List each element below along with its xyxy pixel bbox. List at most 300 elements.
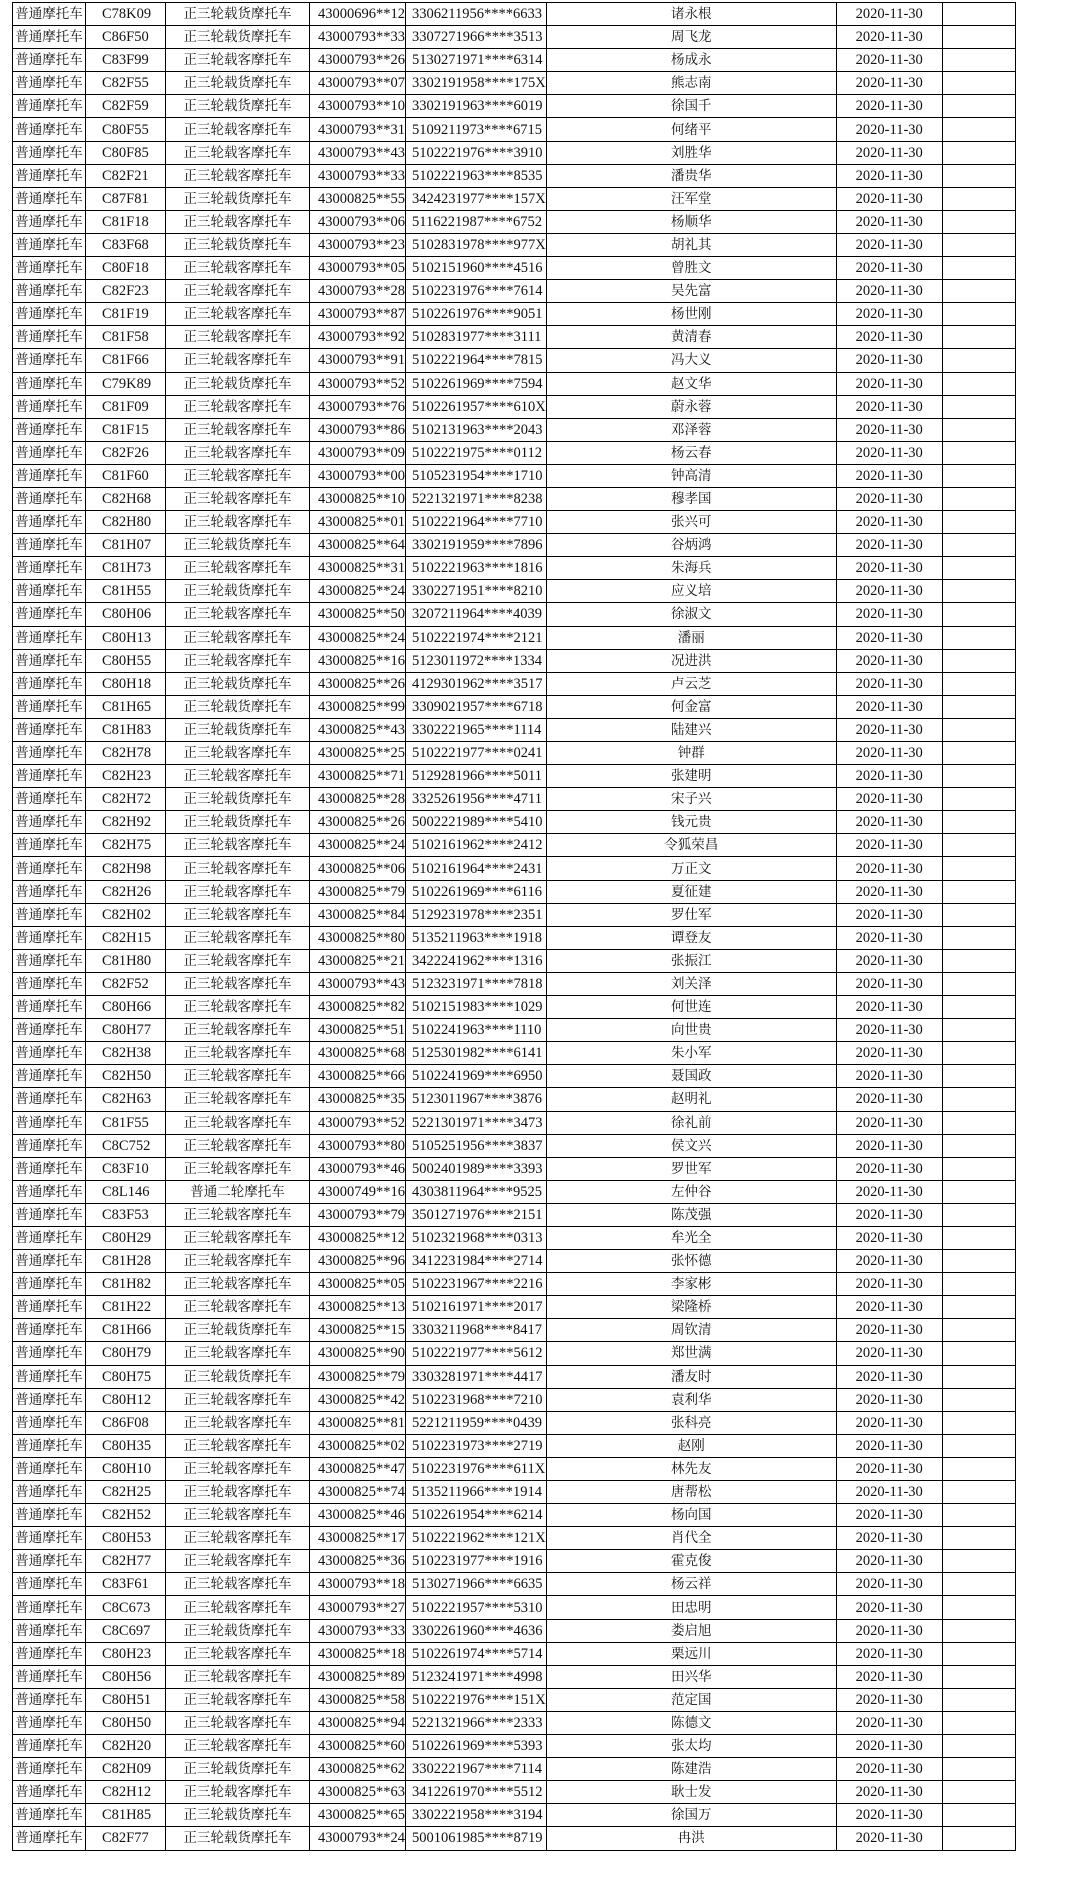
empty-cell [942,695,1015,718]
owner-name-cell: 田兴华 [546,1665,836,1688]
date-cell: 2020-11-30 [836,1781,942,1804]
vehicle-type-cell: 普通摩托车 [13,372,86,395]
vehicle-model-cell: 正三轮载客摩托车 [166,1042,310,1065]
vehicle-model-cell: 正三轮载客摩托车 [166,972,310,995]
table-row [13,395,1016,418]
vehicle-model-cell: 正三轮载客摩托车 [166,487,310,510]
table-row [13,603,1016,626]
owner-name-cell: 邓泽蓉 [546,418,836,441]
plate-code-cell: C8L146 [86,1180,166,1203]
empty-cell [942,557,1015,580]
id-number-cell: 5102221964****7710 [406,511,547,534]
owner-name-cell: 牟光全 [546,1226,836,1249]
table-row [13,926,1016,949]
plate-code-cell: C80H06 [86,603,166,626]
date-cell: 2020-11-30 [836,1042,942,1065]
date-cell: 2020-11-30 [836,372,942,395]
owner-name-cell: 田忠明 [546,1596,836,1619]
owner-name-cell: 汪军堂 [546,187,836,210]
plate-code-cell: C82H20 [86,1735,166,1758]
table-row [13,949,1016,972]
empty-cell [942,672,1015,695]
empty-cell [942,3,1015,26]
plate-code-cell: C80H10 [86,1457,166,1480]
date-cell: 2020-11-30 [836,903,942,926]
vehicle-type-cell: 普通摩托车 [13,1457,86,1480]
date-cell: 2020-11-30 [836,811,942,834]
vehicle-type-cell: 普通摩托车 [13,1642,86,1665]
owner-name-cell: 熊志南 [546,72,836,95]
plate-code-cell: C82H25 [86,1481,166,1504]
date-cell: 2020-11-30 [836,1481,942,1504]
date-cell: 2020-11-30 [836,1735,942,1758]
vehicle-type-cell: 普通摩托车 [13,326,86,349]
vehicle-model-cell: 正三轮载客摩托车 [166,1573,310,1596]
plate-code-cell: C82H68 [86,487,166,510]
date-cell: 2020-11-30 [836,1688,942,1711]
vehicle-model-cell: 正三轮载客摩托车 [166,511,310,534]
owner-name-cell: 曾胜文 [546,257,836,280]
id-number-cell: 5102831977****3111 [406,326,547,349]
license-number-cell: 43000825**17 [310,1527,406,1550]
empty-cell [942,1596,1015,1619]
id-number-cell: 5135211966****1914 [406,1481,547,1504]
vehicle-type-cell: 普通摩托车 [13,1111,86,1134]
table-row [13,118,1016,141]
empty-cell [942,1296,1015,1319]
id-number-cell: 5125301982****6141 [406,1042,547,1065]
license-number-cell: 43000825**31 [310,557,406,580]
table-row [13,1596,1016,1619]
date-cell: 2020-11-30 [836,626,942,649]
owner-name-cell: 谷炳鸿 [546,534,836,557]
vehicle-model-cell: 正三轮载客摩托车 [166,326,310,349]
date-cell: 2020-11-30 [836,649,942,672]
owner-name-cell: 徐国万 [546,1804,836,1827]
vehicle-type-cell: 普通摩托车 [13,164,86,187]
vehicle-model-cell: 正三轮载客摩托车 [166,996,310,1019]
vehicle-type-cell: 普通摩托车 [13,49,86,72]
owner-name-cell: 陈茂强 [546,1203,836,1226]
empty-cell [942,1342,1015,1365]
table-row [13,1665,1016,1688]
date-cell: 2020-11-30 [836,72,942,95]
vehicle-model-cell: 正三轮载客摩托车 [166,765,310,788]
vehicle-type-cell: 普通摩托车 [13,257,86,280]
license-number-cell: 43000825**50 [310,603,406,626]
plate-code-cell: C81H80 [86,949,166,972]
id-number-cell: 3325261956****4711 [406,788,547,811]
empty-cell [942,1088,1015,1111]
license-number-cell: 43000825**24 [310,580,406,603]
plate-code-cell: C81H83 [86,718,166,741]
empty-cell [942,1203,1015,1226]
date-cell: 2020-11-30 [836,1573,942,1596]
date-cell: 2020-11-30 [836,511,942,534]
owner-name-cell: 胡礼其 [546,233,836,256]
id-number-cell: 5102221974****2121 [406,626,547,649]
id-number-cell: 4129301962****3517 [406,672,547,695]
owner-name-cell: 潘贵华 [546,164,836,187]
license-number-cell: 43000825**74 [310,1481,406,1504]
vehicle-type-cell: 普通摩托车 [13,1527,86,1550]
vehicle-type-cell: 普通摩托车 [13,1573,86,1596]
id-number-cell: 3412261970****5512 [406,1781,547,1804]
license-number-cell: 43000825**62 [310,1758,406,1781]
id-number-cell: 5102261974****5714 [406,1642,547,1665]
owner-name-cell: 娄启旭 [546,1619,836,1642]
empty-cell [942,580,1015,603]
vehicle-model-cell: 正三轮载客摩托车 [166,626,310,649]
owner-name-cell: 张太均 [546,1735,836,1758]
vehicle-model-cell: 正三轮载客摩托车 [166,1596,310,1619]
owner-name-cell: 郑世满 [546,1342,836,1365]
vehicle-type-cell: 普通摩托车 [13,742,86,765]
vehicle-model-cell: 正三轮载货摩托车 [166,233,310,256]
owner-name-cell: 刘胜华 [546,141,836,164]
empty-cell [942,257,1015,280]
license-number-cell: 43000825**63 [310,1781,406,1804]
owner-name-cell: 钟群 [546,742,836,765]
license-number-cell: 43000825**58 [310,1688,406,1711]
plate-code-cell: C79K89 [86,372,166,395]
table-row [13,511,1016,534]
table-row [13,1273,1016,1296]
vehicle-model-cell: 正三轮载客摩托车 [166,649,310,672]
empty-cell [942,1388,1015,1411]
owner-name-cell: 李家彬 [546,1273,836,1296]
date-cell: 2020-11-30 [836,118,942,141]
plate-code-cell: C80H12 [86,1388,166,1411]
vehicle-model-cell: 正三轮载客摩托车 [166,1550,310,1573]
table-row [13,487,1016,510]
id-number-cell: 5102231967****2216 [406,1273,547,1296]
empty-cell [942,1134,1015,1157]
table-row [13,49,1016,72]
id-number-cell: 5130271966****6635 [406,1573,547,1596]
date-cell: 2020-11-30 [836,1504,942,1527]
table-row [13,233,1016,256]
id-number-cell: 3303211968****8417 [406,1319,547,1342]
license-number-cell: 43000793**87 [310,303,406,326]
license-number-cell: 43000825**79 [310,1365,406,1388]
plate-code-cell: C81F18 [86,210,166,233]
date-cell: 2020-11-30 [836,857,942,880]
license-number-cell: 43000825**55 [310,187,406,210]
vehicle-type-cell: 普通摩托车 [13,233,86,256]
empty-cell [942,95,1015,118]
license-number-cell: 43000793**28 [310,280,406,303]
owner-name-cell: 张兴可 [546,511,836,534]
plate-code-cell: C82F52 [86,972,166,995]
vehicle-model-cell: 正三轮载客摩托车 [166,880,310,903]
vehicle-model-cell: 正三轮载客摩托车 [166,164,310,187]
owner-name-cell: 杨顺华 [546,210,836,233]
date-cell: 2020-11-30 [836,972,942,995]
table-row [13,1758,1016,1781]
owner-name-cell: 张振江 [546,949,836,972]
id-number-cell: 5102261957****610X [406,395,547,418]
empty-cell [942,788,1015,811]
plate-code-cell: C82F55 [86,72,166,95]
vehicle-model-cell: 正三轮载客摩托车 [166,395,310,418]
vehicle-type-cell: 普通摩托车 [13,1065,86,1088]
table-row [13,580,1016,603]
empty-cell [942,303,1015,326]
vehicle-type-cell: 普通摩托车 [13,534,86,557]
empty-cell [942,1504,1015,1527]
id-number-cell: 5102221964****7815 [406,349,547,372]
vehicle-type-cell: 普通摩托车 [13,395,86,418]
vehicle-model-cell: 正三轮载客摩托车 [166,903,310,926]
id-number-cell: 3412231984****2714 [406,1250,547,1273]
empty-cell [942,26,1015,49]
empty-cell [942,210,1015,233]
id-number-cell: 3422241962****1316 [406,949,547,972]
vehicle-model-cell: 正三轮载客摩托车 [166,1226,310,1249]
date-cell: 2020-11-30 [836,3,942,26]
id-number-cell: 3424231977****157X [406,187,547,210]
date-cell: 2020-11-30 [836,418,942,441]
license-number-cell: 43000825**94 [310,1711,406,1734]
vehicle-model-cell: 正三轮载客摩托车 [166,1134,310,1157]
date-cell: 2020-11-30 [836,1019,942,1042]
table-row [13,834,1016,857]
owner-name-cell: 万正文 [546,857,836,880]
vehicle-model-cell: 正三轮载客摩托车 [166,1411,310,1434]
date-cell: 2020-11-30 [836,1411,942,1434]
id-number-cell: 3302261960****4636 [406,1619,547,1642]
owner-name-cell: 赵明礼 [546,1088,836,1111]
owner-name-cell: 杨世刚 [546,303,836,326]
license-number-cell: 43000825**35 [310,1088,406,1111]
plate-code-cell: C82H80 [86,511,166,534]
empty-cell [942,1527,1015,1550]
id-number-cell: 5135211963****1918 [406,926,547,949]
owner-name-cell: 周飞龙 [546,26,836,49]
plate-code-cell: C82H52 [86,1504,166,1527]
empty-cell [942,511,1015,534]
empty-cell [942,233,1015,256]
owner-name-cell: 何世连 [546,996,836,1019]
vehicle-type-cell: 普通摩托车 [13,857,86,880]
vehicle-type-cell: 普通摩托车 [13,118,86,141]
id-number-cell: 5002221989****5410 [406,811,547,834]
vehicle-model-cell: 正三轮载客摩托车 [166,118,310,141]
id-number-cell: 5102231973****2719 [406,1434,547,1457]
plate-code-cell: C80H77 [86,1019,166,1042]
vehicle-type-cell: 普通摩托车 [13,210,86,233]
id-number-cell: 5102221963****8535 [406,164,547,187]
vehicle-type-cell: 普通摩托车 [13,603,86,626]
date-cell: 2020-11-30 [836,557,942,580]
table-row [13,303,1016,326]
id-number-cell: 5123011967****3876 [406,1088,547,1111]
owner-name-cell: 应义培 [546,580,836,603]
owner-name-cell: 罗世军 [546,1157,836,1180]
table-row [13,1203,1016,1226]
vehicle-type-cell: 普通摩托车 [13,1596,86,1619]
date-cell: 2020-11-30 [836,880,942,903]
license-number-cell: 43000825**84 [310,903,406,926]
plate-code-cell: C82H26 [86,880,166,903]
vehicle-model-cell: 正三轮载客摩托车 [166,1642,310,1665]
date-cell: 2020-11-30 [836,996,942,1019]
license-number-cell: 43000825**26 [310,672,406,695]
id-number-cell: 5129231978****2351 [406,903,547,926]
plate-code-cell: C81F60 [86,464,166,487]
plate-code-cell: C86F50 [86,26,166,49]
plate-code-cell: C82F59 [86,95,166,118]
vehicle-type-cell: 普通摩托车 [13,1711,86,1734]
vehicle-type-cell: 普通摩托车 [13,1226,86,1249]
license-number-cell: 43000825**02 [310,1434,406,1457]
table-row [13,1134,1016,1157]
vehicle-type-cell: 普通摩托车 [13,72,86,95]
owner-name-cell: 徐淑文 [546,603,836,626]
vehicle-model-cell: 正三轮载客摩托车 [166,1481,310,1504]
empty-cell [942,1273,1015,1296]
empty-cell [942,972,1015,995]
vehicle-type-cell: 普通摩托车 [13,141,86,164]
vehicle-type-cell: 普通摩托车 [13,511,86,534]
plate-code-cell: C80F85 [86,141,166,164]
owner-name-cell: 谭登友 [546,926,836,949]
license-number-cell: 43000825**36 [310,1550,406,1573]
date-cell: 2020-11-30 [836,326,942,349]
table-row [13,141,1016,164]
date-cell: 2020-11-30 [836,1827,942,1850]
id-number-cell: 5123011972****1334 [406,649,547,672]
id-number-cell: 5102161971****2017 [406,1296,547,1319]
owner-name-cell: 侯文兴 [546,1134,836,1157]
table-row [13,1319,1016,1342]
empty-cell [942,141,1015,164]
plate-code-cell: C86F08 [86,1411,166,1434]
plate-code-cell: C82F23 [86,280,166,303]
plate-code-cell: C83F99 [86,49,166,72]
date-cell: 2020-11-30 [836,187,942,210]
owner-name-cell: 栗远川 [546,1642,836,1665]
vehicle-model-cell: 正三轮载货摩托车 [166,788,310,811]
date-cell: 2020-11-30 [836,1319,942,1342]
empty-cell [942,395,1015,418]
id-number-cell: 3302191958****175X [406,72,547,95]
table-row [13,557,1016,580]
table-body [13,3,1016,1851]
table-row [13,95,1016,118]
license-number-cell: 43000825**60 [310,1735,406,1758]
plate-code-cell: C8C673 [86,1596,166,1619]
id-number-cell: 5102831978****977X [406,233,547,256]
id-number-cell: 5102221957****5310 [406,1596,547,1619]
vehicle-model-cell: 正三轮载客摩托车 [166,949,310,972]
empty-cell [942,418,1015,441]
table-row [13,1342,1016,1365]
table-row [13,1250,1016,1273]
date-cell: 2020-11-30 [836,1296,942,1319]
empty-cell [942,811,1015,834]
date-cell: 2020-11-30 [836,695,942,718]
vehicle-type-cell: 普通摩托车 [13,1273,86,1296]
table-row [13,1573,1016,1596]
table-row [13,164,1016,187]
date-cell: 2020-11-30 [836,765,942,788]
plate-code-cell: C82H75 [86,834,166,857]
date-cell: 2020-11-30 [836,718,942,741]
owner-name-cell: 冉洪 [546,1827,836,1850]
license-number-cell: 43000793**86 [310,418,406,441]
table-row [13,903,1016,926]
owner-name-cell: 潘友时 [546,1365,836,1388]
empty-cell [942,1319,1015,1342]
license-number-cell: 43000825**25 [310,742,406,765]
id-number-cell: 5102241963****1110 [406,1019,547,1042]
vehicle-model-cell: 正三轮载客摩托车 [166,1434,310,1457]
owner-name-cell: 左仲谷 [546,1180,836,1203]
vehicle-model-cell: 正三轮载客摩托车 [166,1688,310,1711]
table-row [13,534,1016,557]
license-number-cell: 43000825**68 [310,1042,406,1065]
owner-name-cell: 穆孝国 [546,487,836,510]
date-cell: 2020-11-30 [836,834,942,857]
table-row [13,1088,1016,1111]
vehicle-type-cell: 普通摩托车 [13,1735,86,1758]
vehicle-type-cell: 普通摩托车 [13,649,86,672]
id-number-cell: 5123241971****4998 [406,1665,547,1688]
id-number-cell: 3207211964****4039 [406,603,547,626]
empty-cell [942,72,1015,95]
date-cell: 2020-11-30 [836,1434,942,1457]
license-number-cell: 43000793**79 [310,1203,406,1226]
vehicle-type-cell: 普通摩托车 [13,1203,86,1226]
empty-cell [942,626,1015,649]
table-row [13,672,1016,695]
license-number-cell: 43000825**26 [310,811,406,834]
empty-cell [942,1250,1015,1273]
plate-code-cell: C81F15 [86,418,166,441]
id-number-cell: 5102221976****151X [406,1688,547,1711]
vehicle-type-cell: 普通摩托车 [13,1481,86,1504]
id-number-cell: 5102221977****5612 [406,1342,547,1365]
license-number-cell: 43000825**18 [310,1642,406,1665]
license-number-cell: 43000825**89 [310,1665,406,1688]
date-cell: 2020-11-30 [836,1619,942,1642]
table-row [13,1065,1016,1088]
empty-cell [942,603,1015,626]
vehicle-type-cell: 普通摩托车 [13,1550,86,1573]
vehicle-model-cell: 正三轮载货摩托车 [166,534,310,557]
id-number-cell: 5130271971****6314 [406,49,547,72]
table-row [13,765,1016,788]
license-number-cell: 43000825**99 [310,695,406,718]
license-number-cell: 43000825**79 [310,880,406,903]
date-cell: 2020-11-30 [836,1550,942,1573]
vehicle-model-cell: 正三轮载客摩托车 [166,1457,310,1480]
vehicle-model-cell: 正三轮载客摩托车 [166,603,310,626]
empty-cell [942,742,1015,765]
license-number-cell: 43000825**43 [310,718,406,741]
vehicle-model-cell: 正三轮载客摩托车 [166,1527,310,1550]
empty-cell [942,49,1015,72]
plate-code-cell: C80H50 [86,1711,166,1734]
license-number-cell: 43000793**52 [310,1111,406,1134]
owner-name-cell: 陈建浩 [546,1758,836,1781]
date-cell: 2020-11-30 [836,1758,942,1781]
empty-cell [942,1711,1015,1734]
vehicle-model-cell: 正三轮载客摩托车 [166,464,310,487]
empty-cell [942,1735,1015,1758]
